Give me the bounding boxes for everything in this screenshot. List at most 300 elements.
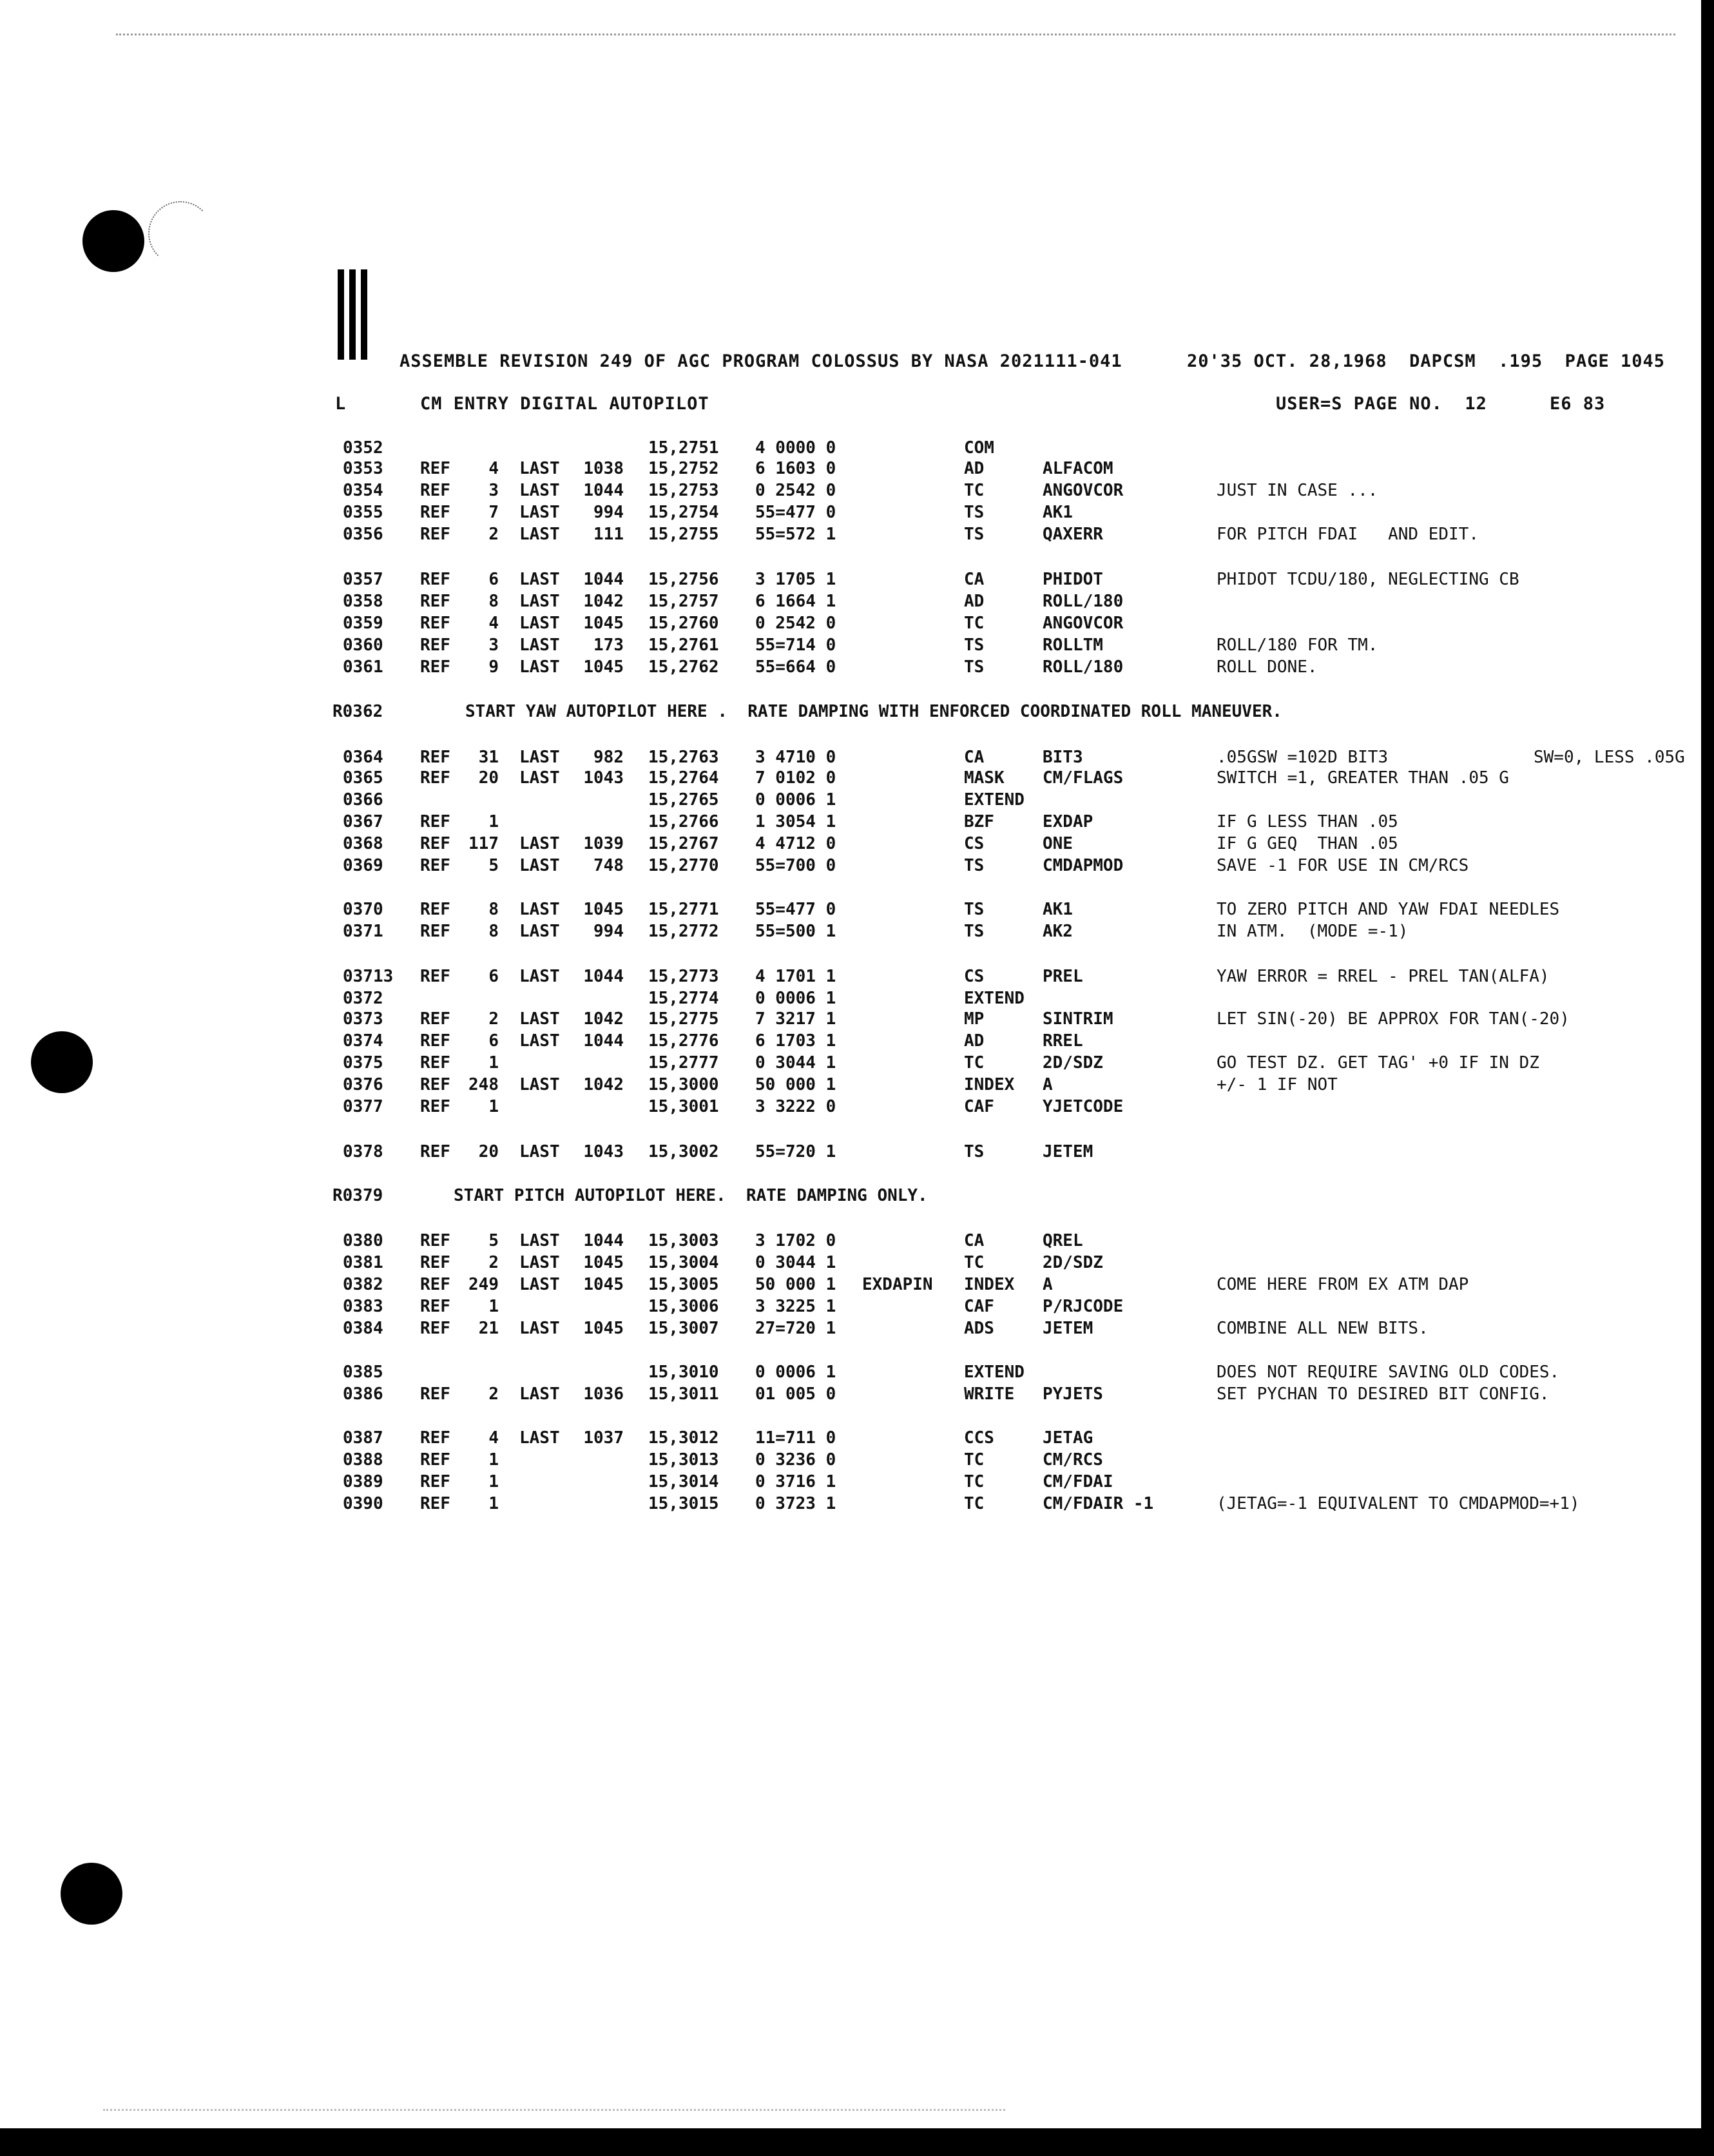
cell-ref: REF xyxy=(420,748,450,767)
cell-n: 6 xyxy=(488,1031,499,1051)
cell-last: LAST xyxy=(519,1075,560,1094)
cell-seq: 0361 xyxy=(343,657,383,677)
cell-seq: 0371 xyxy=(343,922,383,941)
cell-operand: ANGOVCOR xyxy=(1043,481,1124,500)
cell-op: AD xyxy=(964,592,985,611)
cell-code: 0 3044 1 xyxy=(755,1253,836,1272)
cell-op: TS xyxy=(964,922,985,941)
cell-addr: 15,2761 xyxy=(648,636,719,655)
cell-ref: REF xyxy=(420,636,450,655)
remark-text: START YAW AUTOPILOT HERE . RATE DAMPING WITH ENFORCED COORDINATED ROLL MANEUVER. xyxy=(465,702,1282,721)
cell-addr: 15,2774 xyxy=(648,989,719,1008)
cell-operand: QAXERR xyxy=(1043,525,1103,544)
cell-comment2: SW=0, LESS .05G xyxy=(1534,748,1685,767)
cell-operand: ROLLTM xyxy=(1043,636,1103,655)
cell-op: TS xyxy=(964,525,985,544)
cell-ref: REF xyxy=(420,1450,450,1470)
cell-last: LAST xyxy=(519,1275,560,1294)
cell-ref: REF xyxy=(420,967,450,986)
cell-comment: DOES NOT REQUIRE SAVING OLD CODES. xyxy=(1217,1363,1560,1382)
cell-ref: REF xyxy=(420,856,450,875)
cell-addr: 15,2760 xyxy=(648,614,719,633)
cell-ln: 1043 xyxy=(583,1142,624,1161)
cell-n: 248 xyxy=(468,1075,499,1094)
cell-last: LAST xyxy=(519,503,560,522)
cell-op: TC xyxy=(964,1253,985,1272)
cell-op: TC xyxy=(964,1494,985,1513)
cell-ref: REF xyxy=(420,1494,450,1513)
cell-addr: 15,2766 xyxy=(648,812,719,831)
cell-addr: 15,2764 xyxy=(648,768,719,788)
cell-addr: 15,3015 xyxy=(648,1494,719,1513)
cell-op: CA xyxy=(964,748,985,767)
cell-ln: 1038 xyxy=(583,459,624,478)
cell-comment: SWITCH =1, GREATER THAN .05 G xyxy=(1217,768,1509,788)
cell-comment: (JETAG=-1 EQUIVALENT TO CMDAPMOD=+1) xyxy=(1217,1494,1580,1513)
cell-comment: IF G GEQ THAN .05 xyxy=(1217,834,1398,853)
cell-addr: 15,2771 xyxy=(648,900,719,919)
cell-addr: 15,2751 xyxy=(648,438,719,458)
cell-last: LAST xyxy=(519,592,560,611)
cell-ref: REF xyxy=(420,503,450,522)
cell-code: 55=572 1 xyxy=(755,525,836,544)
cell-addr: 15,2762 xyxy=(648,657,719,677)
cell-addr: 15,3010 xyxy=(648,1363,719,1382)
cell-code: 0 2542 0 xyxy=(755,481,836,500)
cell-code: 55=477 0 xyxy=(755,503,836,522)
cell-seq: 0355 xyxy=(343,503,383,522)
cell-ln: 748 xyxy=(593,856,624,875)
cell-code: 50 000 1 xyxy=(755,1275,836,1294)
cell-addr: 15,2775 xyxy=(648,1009,719,1029)
cell-ref: REF xyxy=(420,1297,450,1316)
cell-operand: ANGOVCOR xyxy=(1043,614,1124,633)
cell-ref: REF xyxy=(420,1031,450,1051)
cell-last: LAST xyxy=(519,636,560,655)
cell-code: 4 0000 0 xyxy=(755,438,836,458)
cell-addr: 15,3003 xyxy=(648,1231,719,1250)
cell-n: 3 xyxy=(488,481,499,500)
cell-op: BZF xyxy=(964,812,994,831)
cell-code: 55=500 1 xyxy=(755,922,836,941)
cell-ref: REF xyxy=(420,1075,450,1094)
cell-code: 3 4710 0 xyxy=(755,748,836,767)
remark-seq: R0362 xyxy=(332,702,383,721)
cell-code: 0 3716 1 xyxy=(755,1472,836,1491)
cell-addr: 15,3002 xyxy=(648,1142,719,1161)
cell-n: 1 xyxy=(488,1450,499,1470)
cell-ln: 1044 xyxy=(583,967,624,986)
cell-seq: 03713 xyxy=(343,967,394,986)
cell-last: LAST xyxy=(519,525,560,544)
cell-seq: 0364 xyxy=(343,748,383,767)
cell-code: 0 3723 1 xyxy=(755,1494,836,1513)
cell-addr: 15,2752 xyxy=(648,459,719,478)
cell-op: COM xyxy=(964,438,994,458)
cell-seq: 0368 xyxy=(343,834,383,853)
cell-code: 6 1703 1 xyxy=(755,1031,836,1051)
cell-n: 1 xyxy=(488,1472,499,1491)
cell-op: CS xyxy=(964,834,985,853)
cell-ln: 1045 xyxy=(583,1275,624,1294)
cell-ref: REF xyxy=(420,592,450,611)
cell-n: 6 xyxy=(488,967,499,986)
cell-seq: 0388 xyxy=(343,1450,383,1470)
cell-seq: 0366 xyxy=(343,790,383,810)
cell-addr: 15,3006 xyxy=(648,1297,719,1316)
cell-ln: 173 xyxy=(593,636,624,655)
cell-ln: 1043 xyxy=(583,768,624,788)
barcode-mark xyxy=(338,269,370,360)
cell-comment: COME HERE FROM EX ATM DAP xyxy=(1217,1275,1469,1294)
cell-ref: REF xyxy=(420,812,450,831)
header-title: ASSEMBLE REVISION 249 OF AGC PROGRAM COLOSSUS BY NASA 2021111-041 xyxy=(400,351,1122,371)
cell-last: LAST xyxy=(519,834,560,853)
cell-last: LAST xyxy=(519,1231,560,1250)
cell-code: 3 3225 1 xyxy=(755,1297,836,1316)
cell-last: LAST xyxy=(519,657,560,677)
cell-code: 0 3044 1 xyxy=(755,1053,836,1073)
cell-op: INDEX xyxy=(964,1275,1015,1294)
cell-code: 50 000 1 xyxy=(755,1075,836,1094)
header-timestamp: 20'35 OCT. 28,1968 DAPCSM .195 PAGE 1045 xyxy=(1187,351,1665,371)
cell-addr: 15,2756 xyxy=(648,570,719,589)
cell-last: LAST xyxy=(519,1253,560,1272)
remark-text: START PITCH AUTOPILOT HERE. RATE DAMPING ONLY. xyxy=(454,1186,928,1205)
cell-code: 55=477 0 xyxy=(755,900,836,919)
cell-ref: REF xyxy=(420,1009,450,1029)
cell-n: 8 xyxy=(488,922,499,941)
cell-last: LAST xyxy=(519,1142,560,1161)
cell-code: 1 3054 1 xyxy=(755,812,836,831)
cell-operand: SINTRIM xyxy=(1043,1009,1113,1029)
cell-ln: 1042 xyxy=(583,1075,624,1094)
cell-ln: 111 xyxy=(593,525,624,544)
cell-ln: 994 xyxy=(593,503,624,522)
cell-n: 21 xyxy=(478,1319,499,1338)
cell-operand: ROLL/180 xyxy=(1043,592,1124,611)
cell-operand: P/RJCODE xyxy=(1043,1297,1124,1316)
cell-comment: COMBINE ALL NEW BITS. xyxy=(1217,1319,1429,1338)
cell-ln: 994 xyxy=(593,922,624,941)
cell-last: LAST xyxy=(519,481,560,500)
cell-code: 7 3217 1 xyxy=(755,1009,836,1029)
cell-seq: 0390 xyxy=(343,1494,383,1513)
cell-ln: 1045 xyxy=(583,657,624,677)
cell-last: LAST xyxy=(519,1384,560,1404)
cell-code: 55=664 0 xyxy=(755,657,836,677)
cell-ln: 1045 xyxy=(583,1319,624,1338)
cell-addr: 15,2757 xyxy=(648,592,719,611)
punch-hole-top xyxy=(82,210,144,272)
cell-addr: 15,2753 xyxy=(648,481,719,500)
cell-n: 5 xyxy=(488,856,499,875)
cell-operand: BIT3 xyxy=(1043,748,1083,767)
cell-ln: 1036 xyxy=(583,1384,624,1404)
cell-code: 6 1603 0 xyxy=(755,459,836,478)
section-title: CM ENTRY DIGITAL AUTOPILOT xyxy=(420,394,709,414)
cell-addr: 15,2754 xyxy=(648,503,719,522)
cell-code: 0 0006 1 xyxy=(755,989,836,1008)
cell-operand: JETEM xyxy=(1043,1319,1093,1338)
cell-op: TS xyxy=(964,856,985,875)
cell-op: CA xyxy=(964,1231,985,1250)
cell-ref: REF xyxy=(420,1142,450,1161)
cell-addr: 15,3004 xyxy=(648,1253,719,1272)
cell-op: TC xyxy=(964,481,985,500)
cell-code: 3 1705 1 xyxy=(755,570,836,589)
cell-code: 6 1664 1 xyxy=(755,592,836,611)
cell-ref: REF xyxy=(420,1097,450,1116)
cell-n: 1 xyxy=(488,1053,499,1073)
punch-hole-ring xyxy=(148,201,213,266)
header-l-marker: L xyxy=(335,394,347,414)
cell-seq: 0369 xyxy=(343,856,383,875)
cell-op: TS xyxy=(964,900,985,919)
cell-n: 9 xyxy=(488,657,499,677)
cell-seq: 0359 xyxy=(343,614,383,633)
cell-ln: 1044 xyxy=(583,1231,624,1250)
cell-comment: +/- 1 IF NOT xyxy=(1217,1075,1338,1094)
cell-operand: PYJETS xyxy=(1043,1384,1103,1404)
cell-operand: 2D/SDZ xyxy=(1043,1253,1103,1272)
cell-n: 4 xyxy=(488,614,499,633)
cell-seq: 0358 xyxy=(343,592,383,611)
cell-last: LAST xyxy=(519,856,560,875)
cell-seq: 0376 xyxy=(343,1075,383,1094)
cell-addr: 15,2773 xyxy=(648,967,719,986)
cell-comment: FOR PITCH FDAI AND EDIT. xyxy=(1217,525,1479,544)
cell-comment: ROLL DONE. xyxy=(1217,657,1318,677)
cell-code: 55=714 0 xyxy=(755,636,836,655)
cell-comment: LET SIN(-20) BE APPROX FOR TAN(-20) xyxy=(1217,1009,1570,1029)
cell-last: LAST xyxy=(519,1428,560,1448)
cell-addr: 15,3000 xyxy=(648,1075,719,1094)
cell-code: 4 4712 0 xyxy=(755,834,836,853)
cell-n: 1 xyxy=(488,812,499,831)
cell-operand: ROLL/180 xyxy=(1043,657,1124,677)
cell-op: CS xyxy=(964,967,985,986)
cell-op: CAF xyxy=(964,1297,994,1316)
cell-addr: 15,2777 xyxy=(648,1053,719,1073)
cell-ln: 1039 xyxy=(583,834,624,853)
cell-n: 20 xyxy=(478,1142,499,1161)
cell-operand: AK1 xyxy=(1043,900,1073,919)
cell-n: 1 xyxy=(488,1297,499,1316)
cell-op: EXTEND xyxy=(964,989,1025,1008)
cell-ref: REF xyxy=(420,1472,450,1491)
cell-seq: 0389 xyxy=(343,1472,383,1491)
cell-n: 2 xyxy=(488,1253,499,1272)
cell-op: AD xyxy=(964,459,985,478)
scan-right-edge xyxy=(1701,0,1714,2156)
cell-ref: REF xyxy=(420,1428,450,1448)
cell-operand: JETEM xyxy=(1043,1142,1093,1161)
cell-op: CAF xyxy=(964,1097,994,1116)
cell-op: EXTEND xyxy=(964,790,1025,810)
cell-seq: 0356 xyxy=(343,525,383,544)
cell-seq: 0380 xyxy=(343,1231,383,1250)
cell-operand: CM/FDAI xyxy=(1043,1472,1113,1491)
cell-op: TS xyxy=(964,1142,985,1161)
cell-n: 1 xyxy=(488,1494,499,1513)
cell-ref: REF xyxy=(420,481,450,500)
cell-last: LAST xyxy=(519,748,560,767)
cell-n: 8 xyxy=(488,900,499,919)
cell-operand: QREL xyxy=(1043,1231,1083,1250)
punch-hole-middle xyxy=(31,1031,93,1093)
cell-op: EXTEND xyxy=(964,1363,1025,1382)
cell-seq: 0386 xyxy=(343,1384,383,1404)
cell-operand: ONE xyxy=(1043,834,1073,853)
cell-seq: 0372 xyxy=(343,989,383,1008)
cell-ref: REF xyxy=(420,1053,450,1073)
cell-n: 20 xyxy=(478,768,499,788)
cell-code: 27=720 1 xyxy=(755,1319,836,1338)
cell-last: LAST xyxy=(519,1319,560,1338)
cell-operand: EXDAP xyxy=(1043,812,1093,831)
cell-seq: 0375 xyxy=(343,1053,383,1073)
cell-comment: SAVE -1 FOR USE IN CM/RCS xyxy=(1217,856,1469,875)
cell-n: 6 xyxy=(488,570,499,589)
cell-code: 3 3222 0 xyxy=(755,1097,836,1116)
cell-addr: 15,2763 xyxy=(648,748,719,767)
cell-operand: A xyxy=(1043,1075,1053,1094)
cell-ln: 1044 xyxy=(583,481,624,500)
cell-operand: PREL xyxy=(1043,967,1083,986)
cell-op: CA xyxy=(964,570,985,589)
cell-comment: JUST IN CASE ... xyxy=(1217,481,1378,500)
cell-last: LAST xyxy=(519,967,560,986)
cell-ref: REF xyxy=(420,1231,450,1250)
cell-operand: ALFACOM xyxy=(1043,459,1113,478)
cell-operand: A xyxy=(1043,1275,1053,1294)
cell-op: TS xyxy=(964,503,985,522)
cell-comment: PHIDOT TCDU/180, NEGLECTING CB xyxy=(1217,570,1519,589)
cell-seq: 0385 xyxy=(343,1363,383,1382)
cell-comment: GO TEST DZ. GET TAG' +0 IF IN DZ xyxy=(1217,1053,1539,1073)
cell-last: LAST xyxy=(519,614,560,633)
cell-ln: 1037 xyxy=(583,1428,624,1448)
cell-n: 2 xyxy=(488,525,499,544)
cell-comment: SET PYCHAN TO DESIRED BIT CONFIG. xyxy=(1217,1384,1550,1404)
cell-last: LAST xyxy=(519,1031,560,1051)
cell-op: MP xyxy=(964,1009,985,1029)
cell-operand: PHIDOT xyxy=(1043,570,1103,589)
cell-n: 8 xyxy=(488,592,499,611)
cell-operand: CM/FDAIR -1 xyxy=(1043,1494,1154,1513)
cell-addr: 15,2767 xyxy=(648,834,719,853)
cell-op: TC xyxy=(964,614,985,633)
cell-op: TC xyxy=(964,1472,985,1491)
cell-n: 3 xyxy=(488,636,499,655)
cell-seq: 0367 xyxy=(343,812,383,831)
cell-seq: 0373 xyxy=(343,1009,383,1029)
remark-seq: R0379 xyxy=(332,1186,383,1205)
cell-seq: 0352 xyxy=(343,438,383,458)
cell-op: TS xyxy=(964,636,985,655)
cell-operand: 2D/SDZ xyxy=(1043,1053,1103,1073)
cell-code: 0 3236 0 xyxy=(755,1450,836,1470)
cell-ref: REF xyxy=(420,1275,450,1294)
cell-ln: 1044 xyxy=(583,1031,624,1051)
cell-addr: 15,2772 xyxy=(648,922,719,941)
cell-last: LAST xyxy=(519,900,560,919)
cell-ref: REF xyxy=(420,657,450,677)
cell-seq: 0381 xyxy=(343,1253,383,1272)
cell-op: TC xyxy=(964,1053,985,1073)
cell-op: INDEX xyxy=(964,1075,1015,1094)
cell-addr: 15,2770 xyxy=(648,856,719,875)
cell-seq: 0360 xyxy=(343,636,383,655)
cell-code: 0 0006 1 xyxy=(755,790,836,810)
cell-addr: 15,3014 xyxy=(648,1472,719,1491)
cell-seq: 0384 xyxy=(343,1319,383,1338)
cell-n: 1 xyxy=(488,1097,499,1116)
cell-comment: YAW ERROR = RREL - PREL TAN(ALFA) xyxy=(1217,967,1550,986)
cell-seq: 0365 xyxy=(343,768,383,788)
cell-code: 55=700 0 xyxy=(755,856,836,875)
cell-addr: 15,2765 xyxy=(648,790,719,810)
cell-seq: 0357 xyxy=(343,570,383,589)
cell-ln: 1042 xyxy=(583,1009,624,1029)
cell-seq: 0387 xyxy=(343,1428,383,1448)
cell-ref: REF xyxy=(420,834,450,853)
cell-op: TS xyxy=(964,657,985,677)
cell-n: 7 xyxy=(488,503,499,522)
cell-seq: 0383 xyxy=(343,1297,383,1316)
cell-last: LAST xyxy=(519,922,560,941)
cell-ln: 982 xyxy=(593,748,624,767)
cell-op: AD xyxy=(964,1031,985,1051)
cell-n: 117 xyxy=(468,834,499,853)
cell-op: WRITE xyxy=(964,1384,1015,1404)
cell-ref: REF xyxy=(420,1384,450,1404)
cell-n: 4 xyxy=(488,459,499,478)
cell-ln: 1045 xyxy=(583,1253,624,1272)
perforation-dots-bottom xyxy=(103,2109,1005,2111)
cell-ref: REF xyxy=(420,459,450,478)
cell-label: EXDAPIN xyxy=(862,1275,933,1294)
page-code: E6 83 xyxy=(1550,394,1606,414)
cell-comment: IF G LESS THAN .05 xyxy=(1217,812,1398,831)
cell-op: MASK xyxy=(964,768,1005,788)
cell-ref: REF xyxy=(420,614,450,633)
cell-addr: 15,3012 xyxy=(648,1428,719,1448)
cell-last: LAST xyxy=(519,459,560,478)
cell-seq: 0353 xyxy=(343,459,383,478)
cell-operand: AK2 xyxy=(1043,922,1073,941)
cell-n: 5 xyxy=(488,1231,499,1250)
cell-ref: REF xyxy=(420,1319,450,1338)
cell-comment: IN ATM. (MODE =-1) xyxy=(1217,922,1409,941)
cell-ref: REF xyxy=(420,768,450,788)
cell-addr: 15,3005 xyxy=(648,1275,719,1294)
perforation-dots-top xyxy=(116,34,1675,35)
cell-addr: 15,3007 xyxy=(648,1319,719,1338)
cell-comment: .05GSW =102D BIT3 xyxy=(1217,748,1389,767)
cell-operand: YJETCODE xyxy=(1043,1097,1124,1116)
cell-ln: 1045 xyxy=(583,900,624,919)
cell-addr: 15,2755 xyxy=(648,525,719,544)
cell-code: 55=720 1 xyxy=(755,1142,836,1161)
cell-seq: 0378 xyxy=(343,1142,383,1161)
cell-seq: 0382 xyxy=(343,1275,383,1294)
cell-ln: 1045 xyxy=(583,614,624,633)
cell-comment: ROLL/180 FOR TM. xyxy=(1217,636,1378,655)
cell-code: 11=711 0 xyxy=(755,1428,836,1448)
cell-last: LAST xyxy=(519,1009,560,1029)
